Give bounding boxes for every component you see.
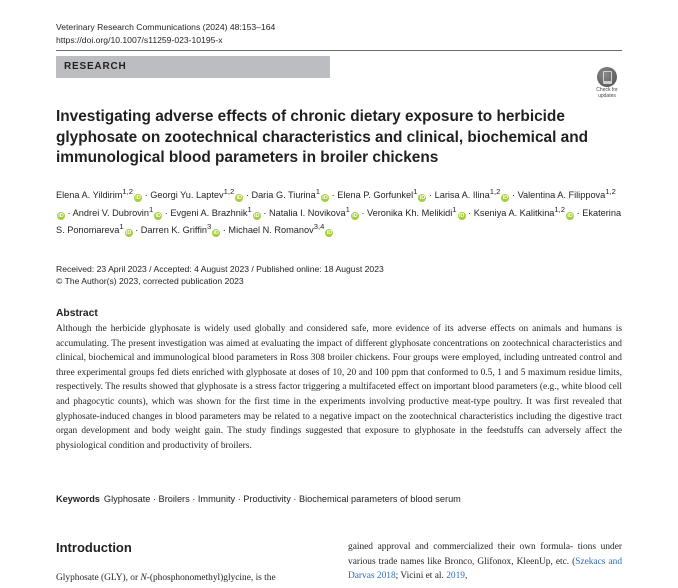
orcid-icon[interactable]: iD xyxy=(502,195,509,202)
orcid-icon[interactable]: iD xyxy=(213,230,219,237)
author-affiliation: 1 xyxy=(119,222,124,232)
author-affiliation: 1 xyxy=(148,204,154,214)
author-name[interactable]: Andrei V. Dubrovin xyxy=(72,207,149,218)
intro-right-line2: tions under various trade names like Bronco, Glifonox, xyxy=(348,542,622,567)
author-separator: · xyxy=(65,207,73,218)
intro-right-line1: gained approval and commercialized their own formula- xyxy=(348,542,574,552)
author-name[interactable]: Natalia I. Novikova xyxy=(268,207,346,218)
introduction-left-column xyxy=(56,571,332,586)
copyright-notice: © The Author(s) 2023, corrected publication 2023 xyxy=(56,276,244,286)
section-label: RESEARCH xyxy=(64,61,127,72)
doi-link[interactable]: https://doi.org/10.1007/s11259-023-10195-x xyxy=(56,35,223,45)
author-separator: · xyxy=(465,207,474,218)
author-affiliation: 1 xyxy=(315,187,321,196)
author-separator: · xyxy=(509,190,518,201)
citation-link[interactable]: 2019 xyxy=(446,571,465,581)
author-affiliation: 3 xyxy=(206,222,212,232)
author-name[interactable]: Daria G. Tiurina xyxy=(251,190,316,201)
header-divider xyxy=(56,50,622,51)
author-name[interactable]: Larisa A. Ilina xyxy=(434,190,490,201)
author-name[interactable]: Darren K. Griffin xyxy=(140,225,207,236)
orcid-icon[interactable]: iD xyxy=(135,195,141,202)
author-separator: · xyxy=(220,225,229,236)
author-affiliation: 1 xyxy=(413,187,418,196)
abstract-heading: Abstract xyxy=(56,308,98,319)
author-affiliation: 1 xyxy=(247,204,252,214)
keywords-label: Keywords xyxy=(56,494,100,504)
author-separator: · xyxy=(329,190,338,201)
author-affiliation: 1,2 xyxy=(605,187,616,196)
author-separator: · xyxy=(574,207,583,218)
author-separator: · xyxy=(243,190,252,201)
orcid-icon[interactable]: iD xyxy=(58,212,64,219)
author-name[interactable]: Ekaterina S. Ponomareva xyxy=(56,207,622,236)
author-name[interactable]: Evgeni A. Brazhnik xyxy=(170,207,248,218)
bookmark-icon xyxy=(597,67,617,87)
abstract-body: Although the herbicide glyphosate is widely used globally and considered safe, more evidence of its adverse effects on animals and humans is accumulating. The present investigation was aimed at evaluating the impact of different glyphosate concentrations on zootechnical characteristics and clinical, biochemical and immunological blood parameters in Ross 308 broiler chickens. Four groups were employed, including untreated control and three experimental groups fed diets enriched with glyphosate at doses of 10, 20 and 100 ppm that conformed to 0.5, 1 and 5 maximum residue limits, respectively. The results showed that glyphosate is a stress factor triggering a multifaceted effect on important blood parameters (e.g., white blood cell and phagocytic counts), which was shown for the first time in the experiments involving productive meat-type poultry. It was first revealed that glyphosate-induced changes in blood parameters may be related to a negative impact on the zootechnical characteristics including the digestive tract organ development and body weight gain. The study findings suggested that exposure to glyphosate in the feedstuffs can adversely affect the physiological condition and productivity of broilers. xyxy=(56,324,622,451)
keywords xyxy=(56,494,461,504)
citation-link[interactable]: Szekacs and Darvas 2018 xyxy=(348,556,623,581)
author-separator: · xyxy=(142,190,151,201)
author-separator: · xyxy=(132,225,141,236)
check-for-updates-badge[interactable] xyxy=(591,67,623,101)
intro-left-prefix: Glyphosate (GLY), or xyxy=(56,573,141,583)
author-name[interactable]: Elena A. Yildirim xyxy=(56,190,123,201)
intro-right-end: , xyxy=(464,571,468,581)
intro-left-suffix: -(phosphonomethyl)glycine, is the xyxy=(146,573,276,583)
orcid-icon[interactable]: iD xyxy=(322,195,328,202)
author-name[interactable]: Veronika Kh. Melikidi xyxy=(367,207,453,218)
author-affiliation: 1,2 xyxy=(554,204,566,214)
orcid-icon[interactable]: iD xyxy=(155,212,161,219)
author-affiliation: 1,2 xyxy=(489,187,501,196)
intro-right-mid: ; Vicini et al. xyxy=(395,571,447,581)
updates-text-line2: updates xyxy=(598,92,616,99)
introduction-heading: Introduction xyxy=(56,540,132,555)
orcid-icon[interactable]: iD xyxy=(236,195,243,202)
orcid-icon[interactable]: iD xyxy=(254,212,260,219)
author-separator: · xyxy=(426,190,435,201)
orcid-icon[interactable]: iD xyxy=(326,230,333,237)
intro-left-italic: N xyxy=(140,573,147,583)
author-name[interactable]: Kseniya A. Kalitkina xyxy=(473,207,555,218)
author-separator: · xyxy=(260,207,269,218)
author-affiliation: 1 xyxy=(345,204,350,214)
author-affiliation: 1,2 xyxy=(223,187,235,196)
author-name[interactable]: Michael N. Romanov xyxy=(228,225,314,236)
author-list xyxy=(56,185,622,238)
article-title: Investigating adverse effects of chronic dietary exposure to herbicide glyphosate on zootechnical characteristics and clinical, biochemical and immunological blood parameters in broiler chickens xyxy=(56,108,588,166)
orcid-icon[interactable]: iD xyxy=(567,212,573,219)
orcid-icon[interactable]: iD xyxy=(352,212,358,219)
author-affiliation: 1,2 xyxy=(122,187,134,196)
keywords-list: Glyphosate · Broilers · Immunity · Productivity · Biochemical parameters of blood serum xyxy=(103,494,461,504)
intro-right-line3-prefix: KleenUp, etc. ( xyxy=(516,556,576,567)
orcid-icon[interactable]: iD xyxy=(419,195,426,202)
author-name[interactable]: Valentina A. Filippova xyxy=(517,190,606,201)
orcid-icon[interactable]: iD xyxy=(125,230,132,237)
author-affiliation: 3,4 xyxy=(313,222,325,232)
updates-text-line1: Check for xyxy=(596,87,618,93)
publication-dates: Received: 23 April 2023 / Accepted: 4 August 2023 / Published online: 18 August 2023 xyxy=(56,264,384,274)
introduction-right-column xyxy=(348,540,622,584)
author-separator: · xyxy=(358,207,367,218)
journal-citation: Veterinary Research Communications (2024) 48:153–164 xyxy=(56,22,276,32)
check-for-updates-text xyxy=(591,88,623,99)
author-affiliation: 1 xyxy=(452,204,457,214)
author-name[interactable]: Elena P. Gorfunkel xyxy=(337,190,414,201)
author-name[interactable]: Georgi Yu. Laptev xyxy=(150,190,224,201)
author-separator: · xyxy=(162,207,171,218)
orcid-icon[interactable]: iD xyxy=(458,212,465,219)
